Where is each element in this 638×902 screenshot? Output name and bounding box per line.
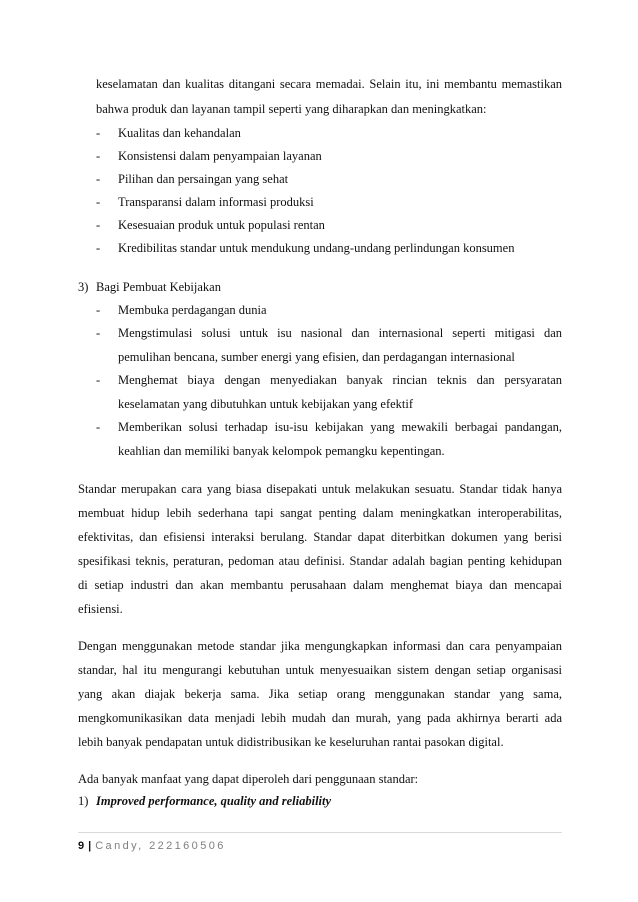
bullet-dash: - xyxy=(96,195,101,209)
footer-divider xyxy=(78,832,562,833)
page-number: 9 xyxy=(78,840,85,852)
bullet-dash: - xyxy=(96,218,101,232)
page-footer xyxy=(78,840,226,852)
footer-text: Candy, 222160506 xyxy=(95,840,226,852)
section-item-cont: keselamatan yang dibutuhkan untuk kebijakan yang efektif xyxy=(118,397,414,411)
paragraph-line: yang akan diajak bekerja sama. Jika setiap orang menggunakan standar yang sama, xyxy=(78,687,562,701)
bullet-item: Pilihan dan persaingan yang sehat xyxy=(118,172,289,186)
section-item: Membuka perdagangan dunia xyxy=(118,303,267,317)
intro-line-2: bahwa produk dan layanan tampil seperti yang diharapkan dan meningkatkan: xyxy=(96,102,487,116)
intro-line-1: keselamatan dan kualitas ditangani secara memadai. Selain itu, ini membantu memastikan xyxy=(96,77,562,91)
list-item-heading: Improved performance, quality and reliability xyxy=(96,794,332,808)
list-number: 1) xyxy=(78,794,89,808)
bullet-dash: - xyxy=(96,172,101,186)
paragraph-line: membuat hidup lebih sederhana tapi sangat penting dalam meningkatkan interoperabilitas, xyxy=(78,506,562,520)
bullet-item: Kesesuaian produk untuk populasi rentan xyxy=(118,218,325,232)
section-item: Mengstimulasi solusi untuk isu nasional dan internasional seperti mitigasi dan xyxy=(118,326,562,340)
paragraph-line: mengkomunikasikan data menjadi lebih mudah dan murah, yang pada akhirnya berarti ada xyxy=(78,711,562,725)
paragraph-line: spesifikasi teknis, peraturan, pedoman atau definisi. Standar adalah bagian penting kehidupan xyxy=(78,554,562,568)
section-item: Menghemat biaya dengan menyediakan banyak rincian teknis dan persyaratan xyxy=(118,373,562,387)
section-title: Bagi Pembuat Kebijakan xyxy=(96,280,221,294)
bullet-dash: - xyxy=(96,126,101,140)
bullet-dash: - xyxy=(96,241,101,255)
bullet-dash: - xyxy=(96,149,101,163)
paragraph-line: di setiap industri dan akan membantu perusahaan dalam menghemat biaya dan mencapai xyxy=(78,578,562,592)
section-item: Memberikan solusi terhadap isu-isu kebijakan yang mewakili berbagai pandangan, xyxy=(118,420,562,434)
section-number: 3) xyxy=(78,280,89,294)
paragraph-line: efektivitas, dan efisiensi interaksi berulang. Standar dapat diterbitkan dokumen yang berisi xyxy=(78,530,562,544)
bullet-dash: - xyxy=(96,420,101,434)
bullet-dash: - xyxy=(96,326,101,340)
footer-separator: | xyxy=(88,840,92,852)
paragraph-line: Standar merupakan cara yang biasa disepakati untuk melakukan sesuatu. Standar tidak hanya xyxy=(78,482,562,496)
paragraph-line: lebih banyak pendapatan untuk didistribusikan ke keseluruhan rantai pasokan digital. xyxy=(78,735,504,749)
paragraph-line: Ada banyak manfaat yang dapat diperoleh dari penggunaan standar: xyxy=(78,772,419,786)
bullet-item: Kualitas dan kehandalan xyxy=(118,126,241,140)
section-item-cont: keahlian dan memiliki banyak kelompok pemangku kepentingan. xyxy=(118,444,445,458)
section-item-cont: pemulihan bencana, sumber energi yang efisien, dan perdagangan internasional xyxy=(118,350,515,364)
bullet-item: Transparansi dalam informasi produksi xyxy=(118,195,314,209)
bullet-item: Kredibilitas standar untuk mendukung undang-undang perlindungan konsumen xyxy=(118,241,515,255)
paragraph-line: Dengan menggunakan metode standar jika mengungkapkan informasi dan cara penyampaian xyxy=(78,639,562,653)
bullet-item: Konsistensi dalam penyampaian layanan xyxy=(118,149,322,163)
bullet-dash: - xyxy=(96,373,101,387)
paragraph-line: efisiensi. xyxy=(78,602,123,616)
paragraph-line: standar, hal itu mengurangi kebutuhan untuk menyesuaikan sistem dengan setiap organisasi xyxy=(78,663,562,677)
bullet-dash: - xyxy=(96,303,101,317)
